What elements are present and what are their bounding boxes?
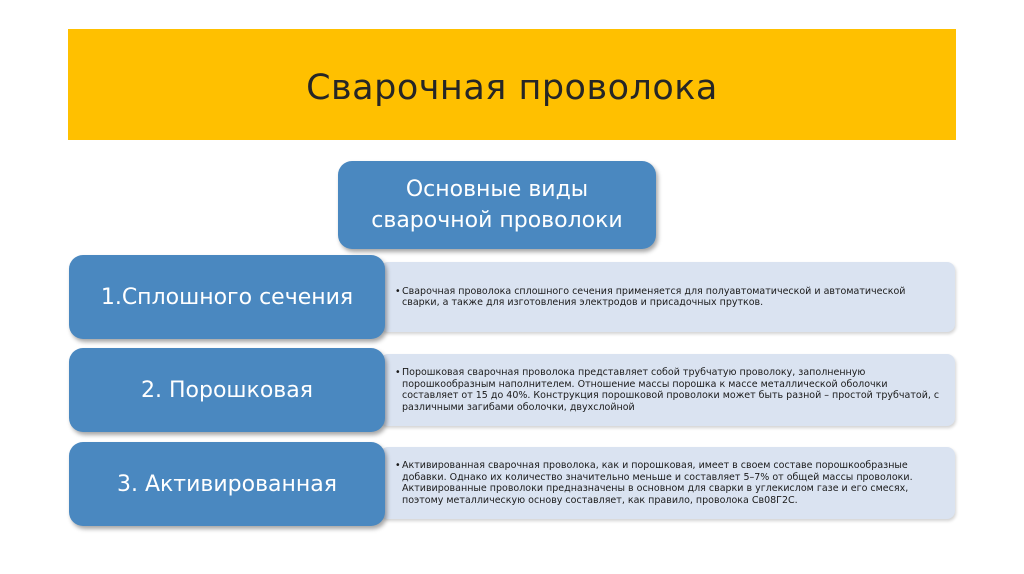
type-box-activated (69, 442, 385, 526)
bullet-marker: • (395, 367, 401, 378)
description-box-activated (380, 447, 955, 519)
bullet-marker: • (395, 285, 401, 297)
description-flux-cored (395, 367, 945, 413)
type-box-flux-cored (69, 348, 385, 432)
header-text: Основные виды сварочной проволоки (371, 177, 623, 233)
description-text-solid: Сварочная проволока сплошного сечения применяется для полуавтоматической и автоматической сварки, а также для изготовления электродов и присадочных прутков. (402, 285, 906, 308)
bullet-marker: • (395, 460, 401, 471)
description-solid (395, 286, 945, 309)
type-label-solid: 1.Сплошного сечения (100, 284, 354, 310)
description-text-flux-cored: Порошковая сварочная проволока представляет собой трубчатую проволоку, заполненную порошкообразным наполнителем. Отношение массы порошка к массе металлической оболочки составляет от 15 до 40%. Конструкция порошковой проволоки может быть разной – простой трубчатой, с различными загибами оболочки, двухслойной (402, 367, 940, 413)
header-box (338, 161, 656, 249)
type-label-flux-cored: 2. Порошковая (141, 377, 313, 403)
type-box-solid (69, 255, 385, 339)
slide-title: Сварочная проволока (306, 67, 718, 108)
title-banner (68, 29, 956, 140)
type-label-activated: 3. Активированная (116, 471, 338, 497)
description-box-solid (380, 262, 955, 332)
description-text-activated: Активированная сварочная проволока, как и порошковая, имеет в своем составе порошкообразные добавки. Однако их количество значительно меньше и составляет 5–7% от общей массы проволоки. Активированные проволоки предназначены в основном для сварки в углекислом газе и его смесях, поэтому металлическую основу составляет, как правило, проволока Св08Г2С. (402, 460, 913, 506)
description-box-flux-cored (380, 354, 955, 426)
description-activated (395, 460, 945, 506)
